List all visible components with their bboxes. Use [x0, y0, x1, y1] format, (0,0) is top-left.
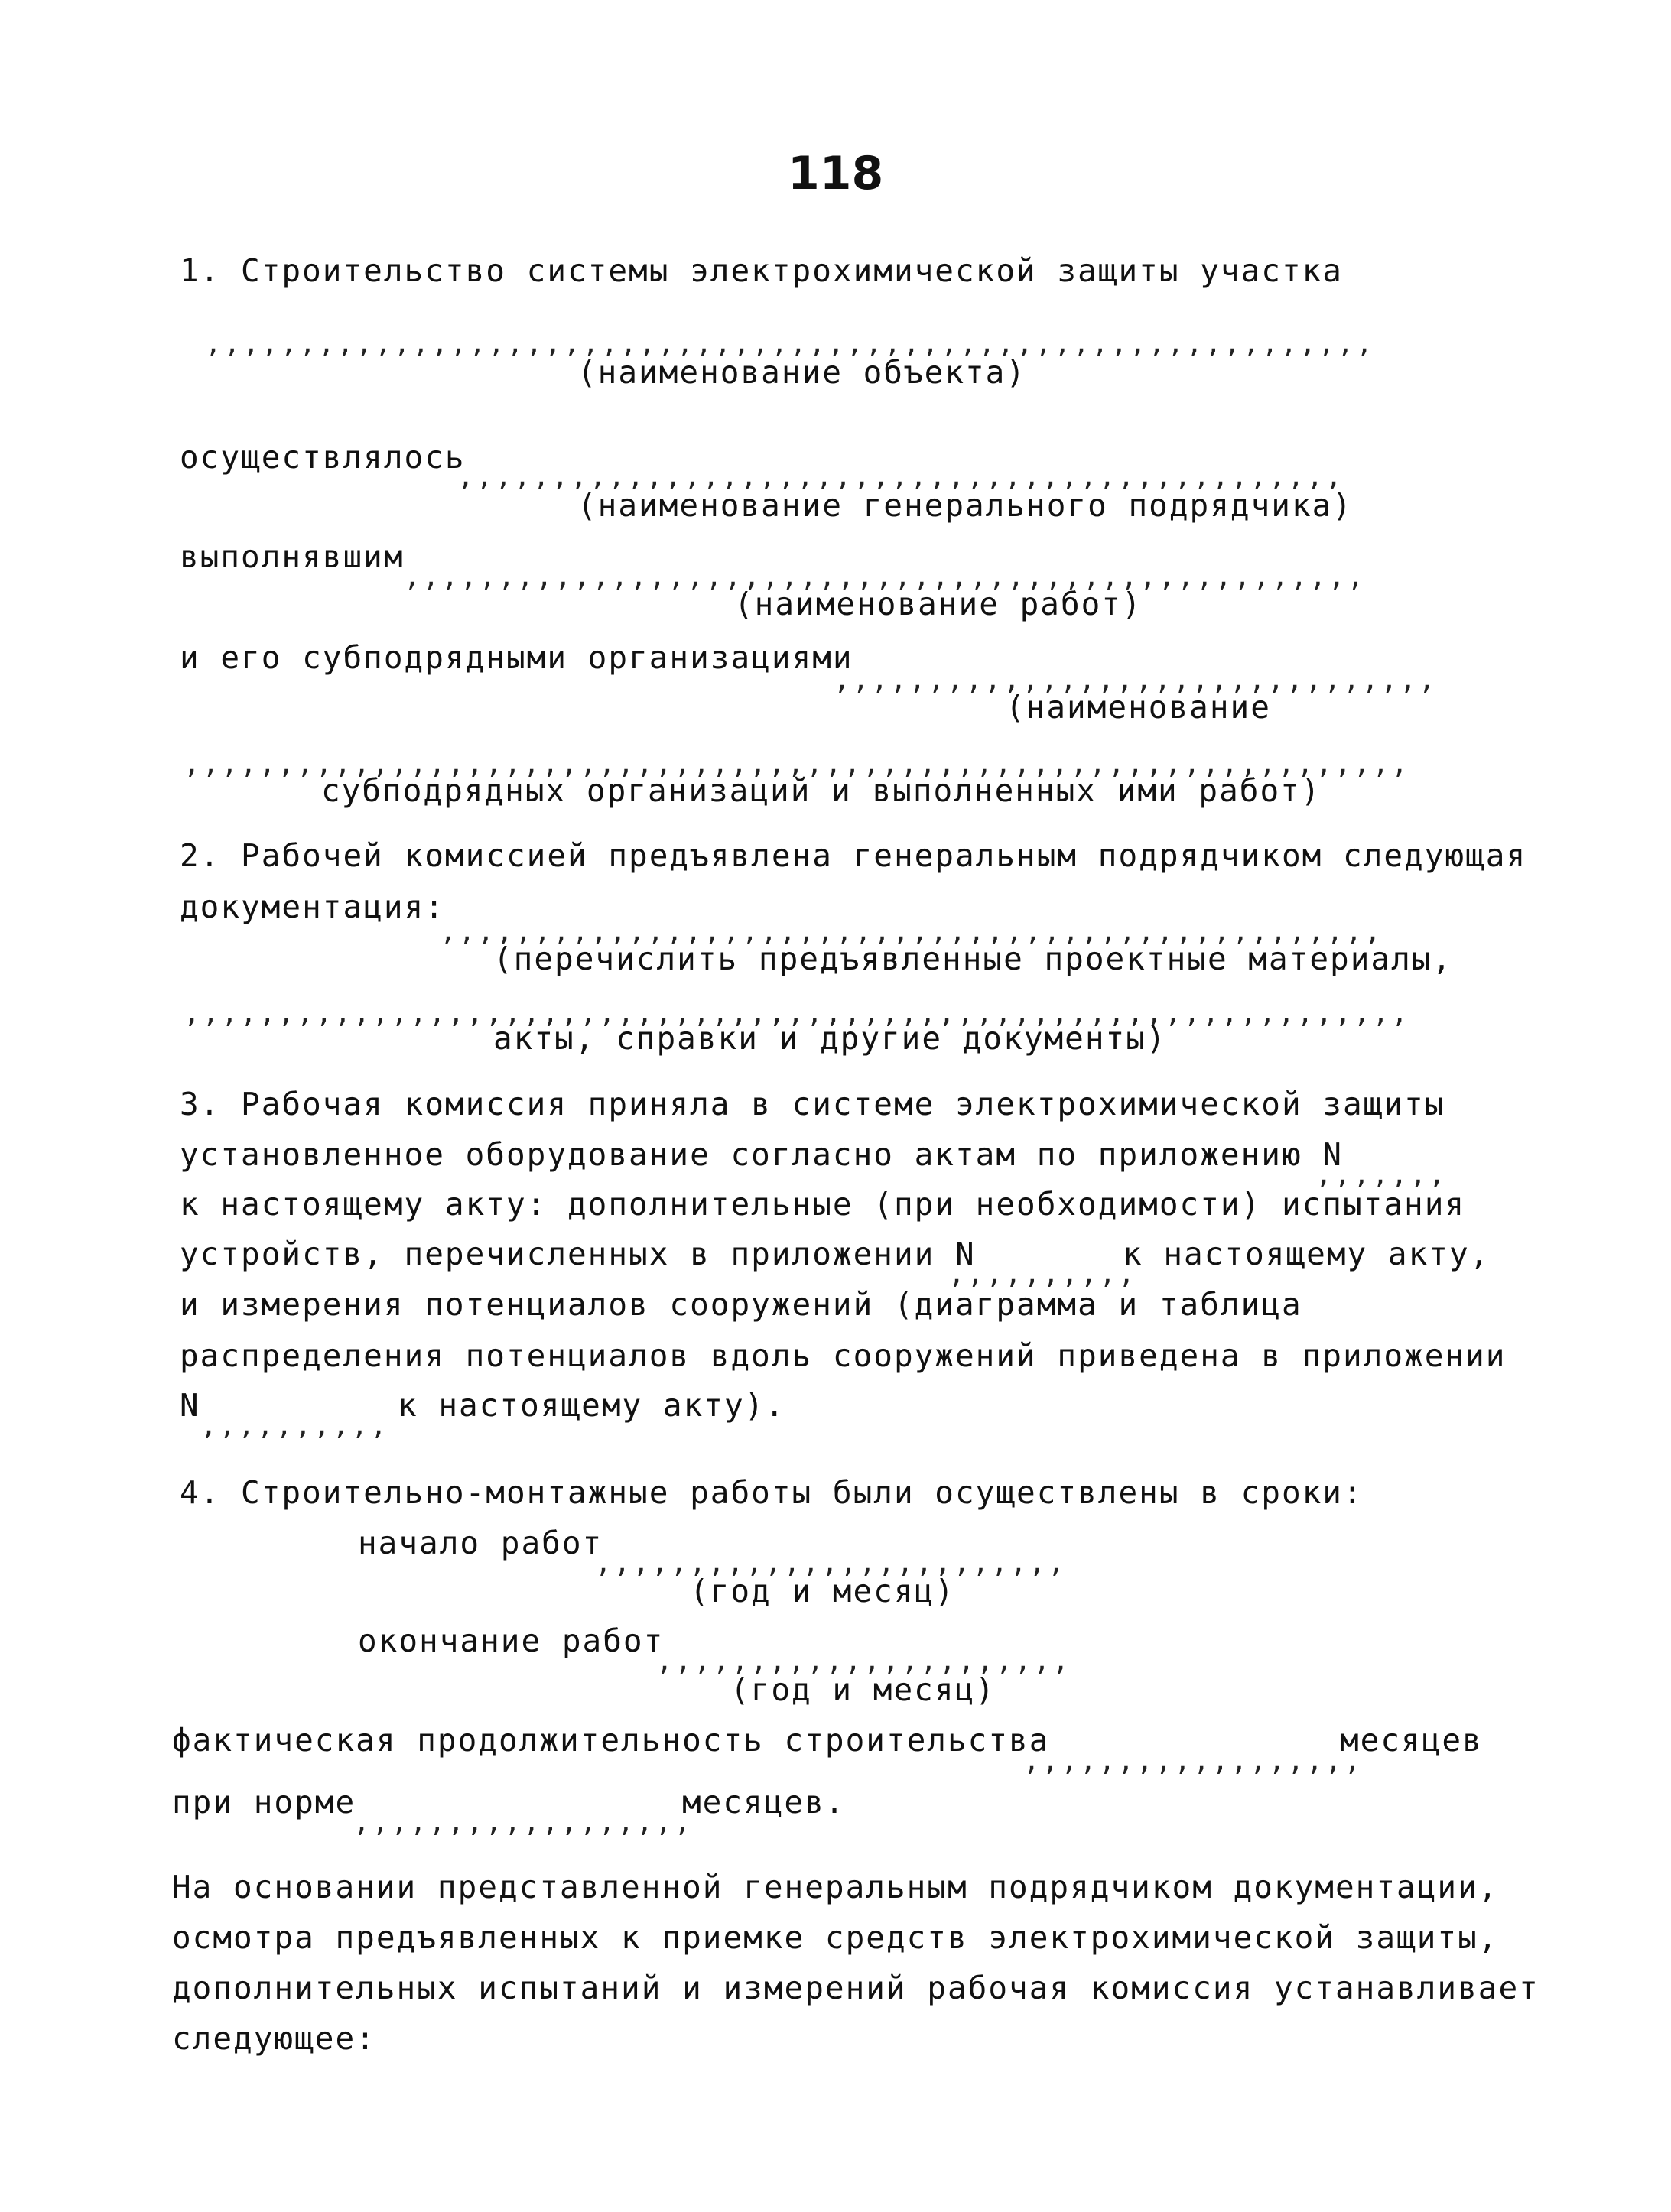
conclusion-line-4: следующее:	[172, 2020, 376, 2057]
label-subcontractors: и его субподрядными организациями	[180, 639, 853, 676]
conclusion-line-1: На основании представленной генеральным подрядчиком документации,	[172, 1869, 1499, 1905]
fill-appendix-n-3: ,,,,,,,,,,	[200, 1410, 389, 1441]
label-work-start: начало работ	[358, 1525, 603, 1561]
conclusion-line-2: осмотра предъявленных к приемке средств электрохимической защиты,	[172, 1919, 1499, 1956]
section-2-line-1: 2. Рабочей комиссией предъявлена генеральным подрядчиком следующая	[180, 837, 1527, 874]
caption-works: (наименование работ)	[734, 586, 1143, 622]
caption-sub-works: субподрядных организаций и выполненных ими работ)	[321, 772, 1322, 809]
page-number: 118	[788, 147, 884, 200]
caption-year-month-2: (год и месяц)	[730, 1671, 996, 1708]
section-3-line-5: и измерения потенциалов сооружений (диаграмма и таблица	[180, 1286, 1302, 1323]
section-3-line-4b: к настоящему акту,	[1123, 1236, 1491, 1272]
fill-norm: ,,,,,,,,,,,,,,,,,,	[353, 1807, 694, 1838]
section-1-line-1: 1. Строительство системы электрохимической защиты участка	[180, 252, 1343, 289]
caption-object: (наименование объекта)	[577, 354, 1027, 391]
fill-appendix-n-2: ,,,,,,,,,,	[948, 1259, 1137, 1290]
fill-line-documents: ,,,,,,,,,,,,,,,,,,,,,,,,,,,,,,,,,,,,,,,,,,,,,,,,,,	[440, 916, 1383, 947]
label-carried-out: осуществлялось	[180, 439, 466, 476]
fill-line-object: ,,,,,,,,,,,,,,,,,,,,,,,,,,,,,,,,,,,,,,,,,,,,,,,,,,,,,,,,,,,,,,	[205, 328, 1375, 359]
fill-line-works: ,,,,,,,,,,,,,,,,,,,,,,,,,,,,,,,,,,,,,,,,,,,,,,,,,,,	[404, 561, 1367, 593]
fill-line-subcontractors: ,,,,,,,,,,,,,,,,,,,,,,,,,,,,,,,,	[834, 664, 1438, 696]
section-3-line-6: распределения потенциалов вдоль сооружений приведена в приложении	[180, 1337, 1507, 1374]
caption-year-month-1: (год и месяц)	[690, 1573, 955, 1609]
caption-naming: (наименование	[1006, 689, 1271, 726]
caption-list-materials: (перечислить предъявленные проектные материалы,	[493, 940, 1453, 977]
label-performing: выполнявшим	[180, 538, 405, 575]
label-work-end: окончание работ	[358, 1622, 665, 1659]
label-norm: при норме	[172, 1784, 356, 1821]
fill-line-general-contractor: ,,,,,,,,,,,,,,,,,,,,,,,,,,,,,,,,,,,,,,,,,,,,,,,	[457, 461, 1344, 492]
fill-work-end: ,,,,,,,,,,,,,,,,,,,,,,	[656, 1645, 1071, 1677]
section-3-line-4a: устройств, перечисленных в приложении N	[180, 1236, 976, 1272]
caption-general-contractor: (наименование генерального подрядчика)	[577, 487, 1353, 524]
fill-work-start: ,,,,,,,,,,,,,,,,,,,,,,,,,	[595, 1548, 1067, 1579]
section-3-line-2: установленное оборудование согласно актам по приложению N	[180, 1136, 1343, 1173]
section-3-line-1: 3. Рабочая комиссия приняла в системе электрохимической защиты	[180, 1086, 1445, 1122]
fill-line-sub-works: ,,,,,,,,,,,,,,,,,,,,,,,,,,,,,,,,,,,,,,,,,,,,,,,,,,,,,,,,,,,,,,,,,	[184, 749, 1410, 780]
fill-appendix-n-1: ,,,,,,,	[1315, 1159, 1448, 1190]
label-actual-duration: фактическая продолжительность строительства	[172, 1722, 1050, 1759]
label-months-1: месяцев	[1340, 1722, 1483, 1759]
section-3-line-7b: к настоящему акту).	[398, 1387, 785, 1424]
fill-actual-duration: ,,,,,,,,,,,,,,,,,,	[1023, 1746, 1364, 1777]
label-months-2: месяцев.	[682, 1784, 846, 1821]
conclusion-line-3: дополнительных испытаний и измерений рабочая комиссия устанавливает	[172, 1970, 1539, 2006]
caption-acts: акты, справки и другие документы)	[493, 1020, 1167, 1057]
section-4-line-1: 4. Строительно-монтажные работы были осуществлены в сроки:	[180, 1474, 1364, 1511]
section-2-line-2: документация:	[180, 888, 445, 925]
fill-line-acts: ,,,,,,,,,,,,,,,,,,,,,,,,,,,,,,,,,,,,,,,,,,,,,,,,,,,,,,,,,,,,,,,,,	[184, 998, 1410, 1029]
section-3-line-3: к настоящему акту: дополнительные (при необходимости) испытания	[180, 1186, 1466, 1223]
section-3-line-7a: N	[180, 1387, 200, 1424]
